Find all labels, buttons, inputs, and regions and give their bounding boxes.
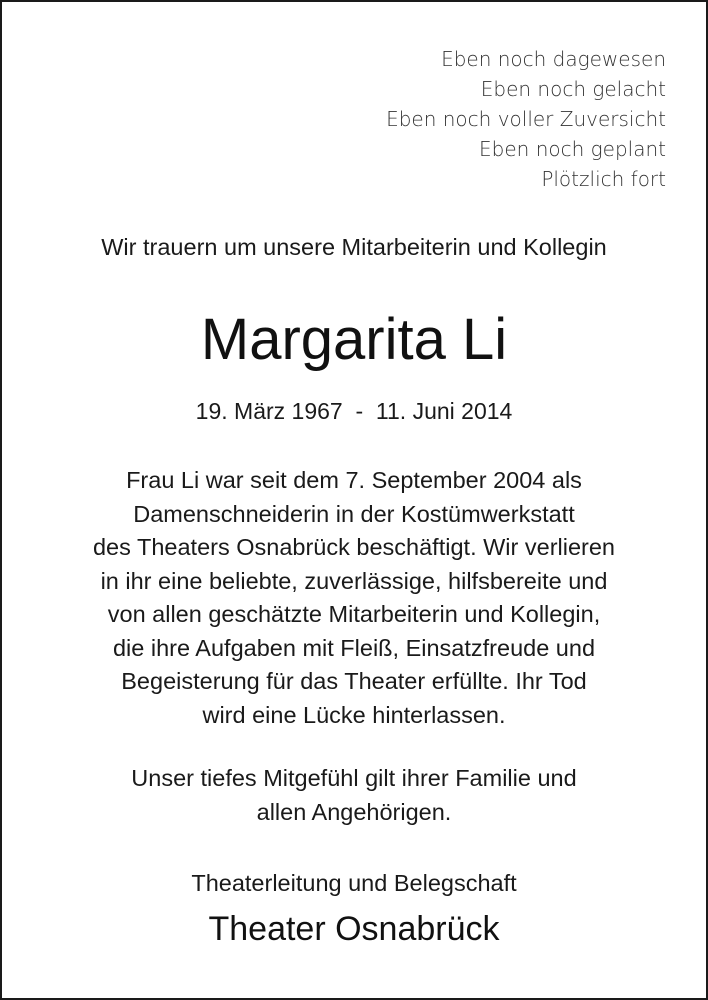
tribute-line: die ihre Aufgaben mit Fleiß, Einsatzfreude und [112, 634, 596, 661]
poem [386, 44, 666, 194]
poem-line: Eben noch gelacht [480, 77, 666, 101]
tribute-line: in ihr eine beliebte, zuverlässige, hilfsbereite und [100, 567, 608, 594]
tribute-line: Frau Li war seit dem 7. September 2004 als [126, 467, 582, 493]
poem-line: Eben noch geplant [479, 137, 666, 161]
organization-name: Theater Osnabrück [208, 910, 500, 948]
condolence-line: Unser tiefes Mitgefühl gilt ihrer Familie und [131, 765, 577, 791]
intro-text: Wir trauern um unsere Mitarbeiterin und Kollegin [101, 234, 607, 260]
condolence-line: allen Angehörigen. [256, 798, 452, 825]
tribute-line: wird eine Lücke hinterlassen. [202, 701, 506, 728]
signoff-text: Theaterleitung und Belegschaft [191, 870, 517, 896]
tribute-line: Damenschneiderin in der Kostümwerkstatt [133, 500, 575, 527]
poem-line: Eben noch dagewesen [441, 47, 666, 71]
life-dates: 19. März 1967 - 11. Juni 2014 [195, 398, 513, 424]
poem-line: Plötzlich fort [541, 167, 666, 191]
tribute-line: des Theaters Osnabrück beschäftigt. Wir verlieren [92, 534, 615, 560]
condolence-paragraph [2, 762, 706, 829]
tribute-line: von allen geschätzte Mitarbeiterin und Kollegin, [107, 601, 601, 627]
poem-line: Eben noch voller Zuversicht [386, 107, 666, 131]
tribute-paragraph [2, 464, 706, 732]
deceased-name: Margarita Li [200, 307, 508, 372]
tribute-line: Begeisterung für das Theater erfüllte. Ihr Tod [121, 668, 587, 694]
